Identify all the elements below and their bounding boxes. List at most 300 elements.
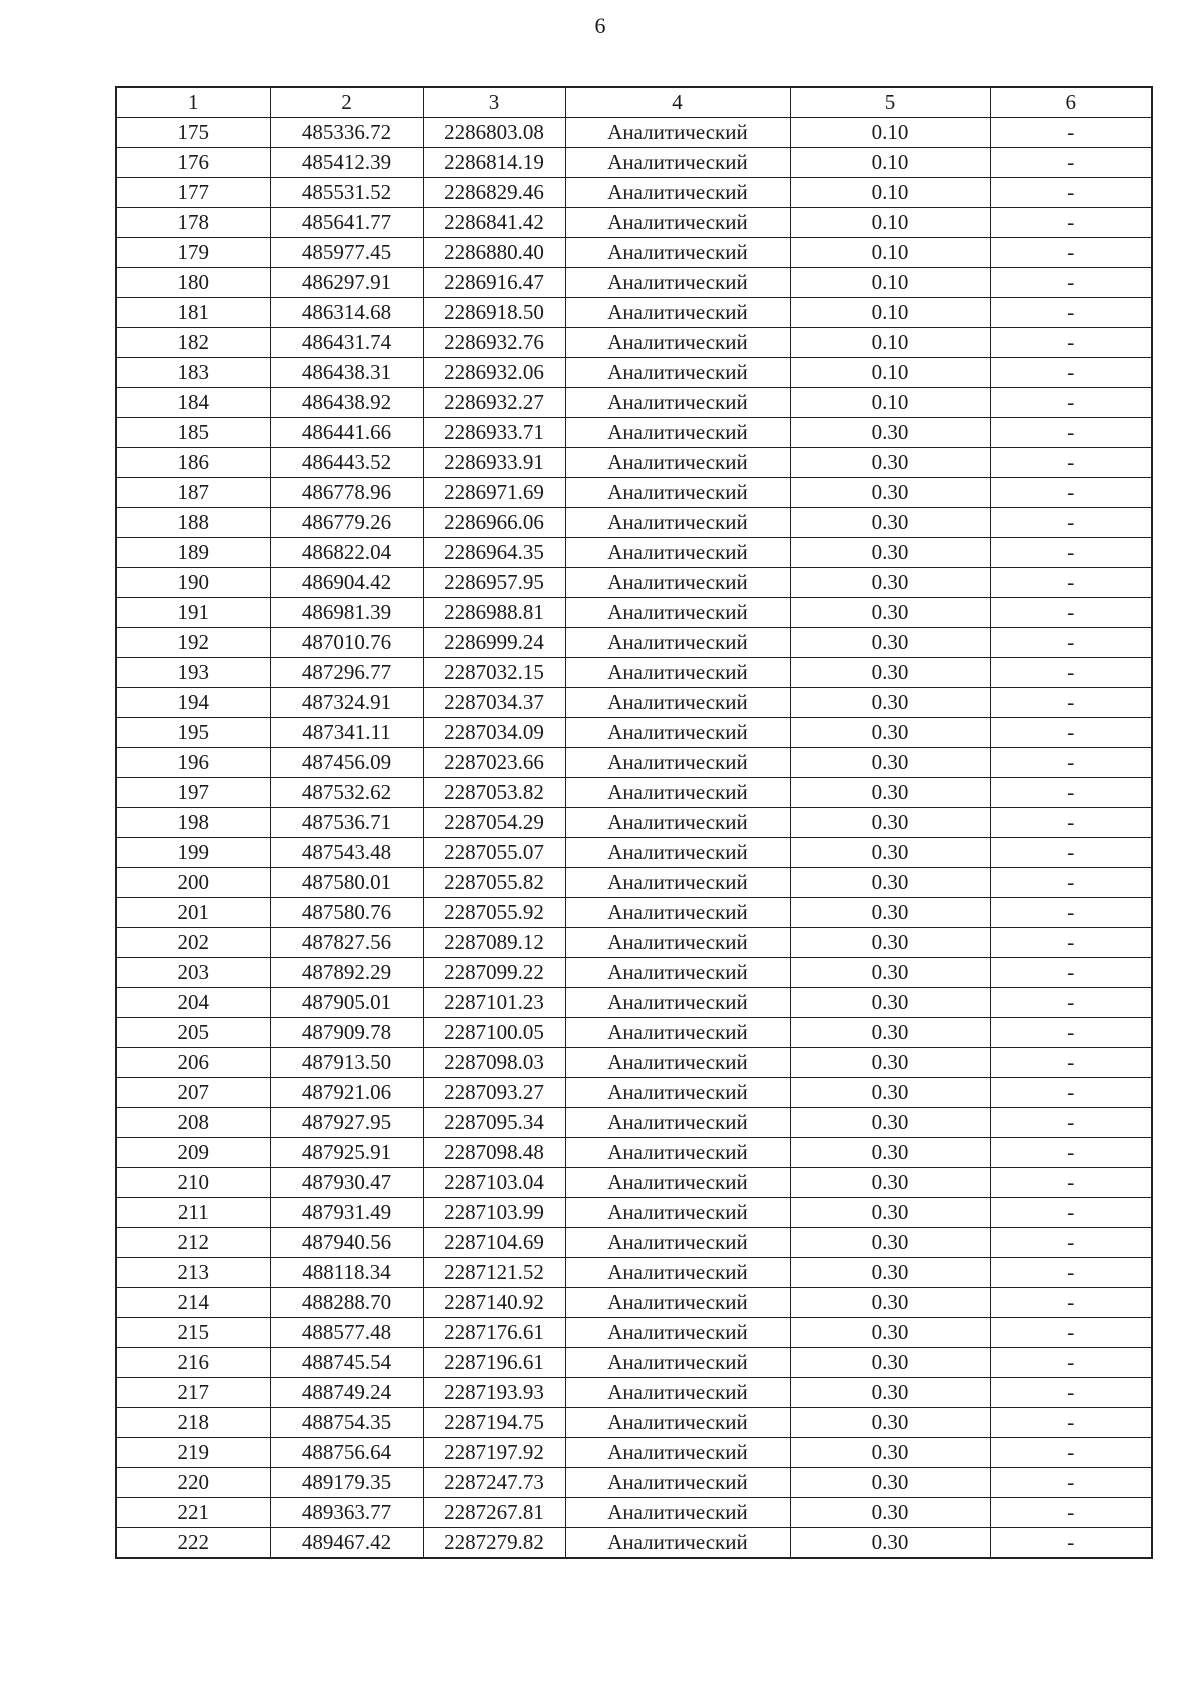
y-coordinate-cell: 2286841.42 — [423, 208, 565, 238]
x-coordinate-cell: 487532.62 — [270, 778, 423, 808]
column-header: 2 — [270, 87, 423, 118]
y-coordinate-cell: 2286932.27 — [423, 388, 565, 418]
method-cell: Аналитический — [565, 568, 790, 598]
x-coordinate-cell: 487580.76 — [270, 898, 423, 928]
accuracy-cell: 0.30 — [790, 508, 990, 538]
point-number-cell: 203 — [116, 958, 270, 988]
table-row — [116, 718, 1152, 748]
point-number-cell: 176 — [116, 148, 270, 178]
note-cell: - — [990, 688, 1152, 718]
accuracy-cell: 0.30 — [790, 1198, 990, 1228]
method-cell: Аналитический — [565, 778, 790, 808]
accuracy-cell: 0.30 — [790, 1048, 990, 1078]
accuracy-cell: 0.10 — [790, 118, 990, 148]
x-coordinate-cell: 486443.52 — [270, 448, 423, 478]
accuracy-cell: 0.30 — [790, 778, 990, 808]
x-coordinate-cell: 487931.49 — [270, 1198, 423, 1228]
x-coordinate-cell: 488749.24 — [270, 1378, 423, 1408]
table-row — [116, 1018, 1152, 1048]
method-cell: Аналитический — [565, 688, 790, 718]
point-number-cell: 222 — [116, 1528, 270, 1559]
y-coordinate-cell: 2287101.23 — [423, 988, 565, 1018]
point-number-cell: 178 — [116, 208, 270, 238]
accuracy-cell: 0.30 — [790, 748, 990, 778]
x-coordinate-cell: 486779.26 — [270, 508, 423, 538]
table-row — [116, 238, 1152, 268]
note-cell: - — [990, 358, 1152, 388]
point-number-cell: 199 — [116, 838, 270, 868]
point-number-cell: 194 — [116, 688, 270, 718]
x-coordinate-cell: 485641.77 — [270, 208, 423, 238]
y-coordinate-cell: 2287034.09 — [423, 718, 565, 748]
point-number-cell: 179 — [116, 238, 270, 268]
method-cell: Аналитический — [565, 1438, 790, 1468]
accuracy-cell: 0.30 — [790, 1438, 990, 1468]
table-row — [116, 658, 1152, 688]
method-cell: Аналитический — [565, 988, 790, 1018]
point-number-cell: 193 — [116, 658, 270, 688]
header-row — [116, 87, 1152, 118]
method-cell: Аналитический — [565, 1498, 790, 1528]
note-cell: - — [990, 1288, 1152, 1318]
point-number-cell: 186 — [116, 448, 270, 478]
y-coordinate-cell: 2287121.52 — [423, 1258, 565, 1288]
point-number-cell: 215 — [116, 1318, 270, 1348]
note-cell: - — [990, 1198, 1152, 1228]
x-coordinate-cell: 488756.64 — [270, 1438, 423, 1468]
method-cell: Аналитический — [565, 1168, 790, 1198]
note-cell: - — [990, 868, 1152, 898]
table-row — [116, 388, 1152, 418]
x-coordinate-cell: 487341.11 — [270, 718, 423, 748]
note-cell: - — [990, 898, 1152, 928]
x-coordinate-cell: 487892.29 — [270, 958, 423, 988]
method-cell: Аналитический — [565, 388, 790, 418]
x-coordinate-cell: 485531.52 — [270, 178, 423, 208]
y-coordinate-cell: 2286933.71 — [423, 418, 565, 448]
x-coordinate-cell: 489467.42 — [270, 1528, 423, 1559]
table-row — [116, 298, 1152, 328]
accuracy-cell: 0.30 — [790, 688, 990, 718]
table-row — [116, 1048, 1152, 1078]
accuracy-cell: 0.30 — [790, 1018, 990, 1048]
point-number-cell: 175 — [116, 118, 270, 148]
point-number-cell: 205 — [116, 1018, 270, 1048]
table-body — [116, 118, 1152, 1559]
x-coordinate-cell: 486438.92 — [270, 388, 423, 418]
x-coordinate-cell: 489179.35 — [270, 1468, 423, 1498]
y-coordinate-cell: 2286918.50 — [423, 298, 565, 328]
y-coordinate-cell: 2287104.69 — [423, 1228, 565, 1258]
page-number: 6 — [594, 13, 606, 38]
y-coordinate-cell: 2287099.22 — [423, 958, 565, 988]
x-coordinate-cell: 485336.72 — [270, 118, 423, 148]
y-coordinate-cell: 2287093.27 — [423, 1078, 565, 1108]
point-number-cell: 185 — [116, 418, 270, 448]
point-number-cell: 219 — [116, 1438, 270, 1468]
table-row — [116, 1438, 1152, 1468]
accuracy-cell: 0.30 — [790, 988, 990, 1018]
note-cell: - — [990, 1438, 1152, 1468]
accuracy-cell: 0.30 — [790, 838, 990, 868]
accuracy-cell: 0.10 — [790, 178, 990, 208]
table-row — [116, 478, 1152, 508]
accuracy-cell: 0.30 — [790, 1498, 990, 1528]
accuracy-cell: 0.30 — [790, 1528, 990, 1559]
point-number-cell: 214 — [116, 1288, 270, 1318]
method-cell: Аналитический — [565, 208, 790, 238]
column-header: 6 — [990, 87, 1152, 118]
accuracy-cell: 0.10 — [790, 388, 990, 418]
x-coordinate-cell: 486981.39 — [270, 598, 423, 628]
method-cell: Аналитический — [565, 1408, 790, 1438]
table-row — [116, 1228, 1152, 1258]
accuracy-cell: 0.30 — [790, 598, 990, 628]
accuracy-cell: 0.30 — [790, 1318, 990, 1348]
note-cell: - — [990, 988, 1152, 1018]
y-coordinate-cell: 2287100.05 — [423, 1018, 565, 1048]
method-cell: Аналитический — [565, 508, 790, 538]
y-coordinate-cell: 2286957.95 — [423, 568, 565, 598]
accuracy-cell: 0.30 — [790, 448, 990, 478]
y-coordinate-cell: 2287054.29 — [423, 808, 565, 838]
method-cell: Аналитический — [565, 358, 790, 388]
accuracy-cell: 0.30 — [790, 1408, 990, 1438]
point-number-cell: 218 — [116, 1408, 270, 1438]
table-row — [116, 688, 1152, 718]
method-cell: Аналитический — [565, 598, 790, 628]
point-number-cell: 200 — [116, 868, 270, 898]
y-coordinate-cell: 2287098.48 — [423, 1138, 565, 1168]
accuracy-cell: 0.30 — [790, 538, 990, 568]
y-coordinate-cell: 2287053.82 — [423, 778, 565, 808]
y-coordinate-cell: 2286916.47 — [423, 268, 565, 298]
method-cell: Аналитический — [565, 1348, 790, 1378]
note-cell: - — [990, 1168, 1152, 1198]
accuracy-cell: 0.30 — [790, 868, 990, 898]
y-coordinate-cell: 2286803.08 — [423, 118, 565, 148]
x-coordinate-cell: 486904.42 — [270, 568, 423, 598]
y-coordinate-cell: 2287197.92 — [423, 1438, 565, 1468]
note-cell: - — [990, 1468, 1152, 1498]
x-coordinate-cell: 487010.76 — [270, 628, 423, 658]
accuracy-cell: 0.30 — [790, 1078, 990, 1108]
note-cell: - — [990, 778, 1152, 808]
table-row — [116, 808, 1152, 838]
point-number-cell: 207 — [116, 1078, 270, 1108]
point-number-cell: 189 — [116, 538, 270, 568]
method-cell: Аналитический — [565, 868, 790, 898]
table-row — [116, 358, 1152, 388]
x-coordinate-cell: 488745.54 — [270, 1348, 423, 1378]
y-coordinate-cell: 2287055.92 — [423, 898, 565, 928]
accuracy-cell: 0.10 — [790, 328, 990, 358]
point-number-cell: 197 — [116, 778, 270, 808]
x-coordinate-cell: 488577.48 — [270, 1318, 423, 1348]
table-row — [116, 178, 1152, 208]
method-cell: Аналитический — [565, 658, 790, 688]
x-coordinate-cell: 487827.56 — [270, 928, 423, 958]
method-cell: Аналитический — [565, 1048, 790, 1078]
accuracy-cell: 0.10 — [790, 238, 990, 268]
x-coordinate-cell: 486314.68 — [270, 298, 423, 328]
method-cell: Аналитический — [565, 1288, 790, 1318]
column-header: 3 — [423, 87, 565, 118]
y-coordinate-cell: 2287193.93 — [423, 1378, 565, 1408]
note-cell: - — [990, 1108, 1152, 1138]
method-cell: Аналитический — [565, 1258, 790, 1288]
note-cell: - — [990, 148, 1152, 178]
note-cell: - — [990, 718, 1152, 748]
x-coordinate-cell: 487324.91 — [270, 688, 423, 718]
table-row — [116, 1408, 1152, 1438]
y-coordinate-cell: 2286814.19 — [423, 148, 565, 178]
table-row — [116, 868, 1152, 898]
accuracy-cell: 0.30 — [790, 1168, 990, 1198]
note-cell: - — [990, 118, 1152, 148]
point-number-cell: 180 — [116, 268, 270, 298]
point-number-cell: 192 — [116, 628, 270, 658]
y-coordinate-cell: 2287034.37 — [423, 688, 565, 718]
x-coordinate-cell: 487456.09 — [270, 748, 423, 778]
note-cell: - — [990, 388, 1152, 418]
x-coordinate-cell: 486822.04 — [270, 538, 423, 568]
accuracy-cell: 0.10 — [790, 208, 990, 238]
table-row — [116, 1348, 1152, 1378]
y-coordinate-cell: 2287095.34 — [423, 1108, 565, 1138]
table-row — [116, 1318, 1152, 1348]
y-coordinate-cell: 2286999.24 — [423, 628, 565, 658]
y-coordinate-cell: 2287023.66 — [423, 748, 565, 778]
point-number-cell: 216 — [116, 1348, 270, 1378]
x-coordinate-cell: 487930.47 — [270, 1168, 423, 1198]
method-cell: Аналитический — [565, 718, 790, 748]
note-cell: - — [990, 958, 1152, 988]
x-coordinate-cell: 485412.39 — [270, 148, 423, 178]
y-coordinate-cell: 2286880.40 — [423, 238, 565, 268]
method-cell: Аналитический — [565, 328, 790, 358]
note-cell: - — [990, 1498, 1152, 1528]
y-coordinate-cell: 2286932.76 — [423, 328, 565, 358]
point-number-cell: 196 — [116, 748, 270, 778]
point-number-cell: 220 — [116, 1468, 270, 1498]
table-row — [116, 778, 1152, 808]
y-coordinate-cell: 2286829.46 — [423, 178, 565, 208]
note-cell: - — [990, 178, 1152, 208]
method-cell: Аналитический — [565, 928, 790, 958]
note-cell: - — [990, 418, 1152, 448]
x-coordinate-cell: 487940.56 — [270, 1228, 423, 1258]
accuracy-cell: 0.30 — [790, 478, 990, 508]
y-coordinate-cell: 2286964.35 — [423, 538, 565, 568]
note-cell: - — [990, 508, 1152, 538]
note-cell: - — [990, 658, 1152, 688]
y-coordinate-cell: 2286932.06 — [423, 358, 565, 388]
y-coordinate-cell: 2286933.91 — [423, 448, 565, 478]
accuracy-cell: 0.30 — [790, 1378, 990, 1408]
note-cell: - — [990, 1408, 1152, 1438]
x-coordinate-cell: 489363.77 — [270, 1498, 423, 1528]
point-number-cell: 204 — [116, 988, 270, 1018]
x-coordinate-cell: 485977.45 — [270, 238, 423, 268]
note-cell: - — [990, 928, 1152, 958]
method-cell: Аналитический — [565, 118, 790, 148]
point-number-cell: 213 — [116, 1258, 270, 1288]
method-cell: Аналитический — [565, 808, 790, 838]
x-coordinate-cell: 486441.66 — [270, 418, 423, 448]
accuracy-cell: 0.30 — [790, 568, 990, 598]
table-row — [116, 1078, 1152, 1108]
point-number-cell: 208 — [116, 1108, 270, 1138]
method-cell: Аналитический — [565, 1018, 790, 1048]
note-cell: - — [990, 1258, 1152, 1288]
accuracy-cell: 0.30 — [790, 958, 990, 988]
table-row — [116, 328, 1152, 358]
point-number-cell: 187 — [116, 478, 270, 508]
point-number-cell: 217 — [116, 1378, 270, 1408]
note-cell: - — [990, 538, 1152, 568]
table-row — [116, 1258, 1152, 1288]
note-cell: - — [990, 238, 1152, 268]
accuracy-cell: 0.30 — [790, 1138, 990, 1168]
y-coordinate-cell: 2287098.03 — [423, 1048, 565, 1078]
table-row — [116, 1288, 1152, 1318]
table-row — [116, 748, 1152, 778]
y-coordinate-cell: 2287140.92 — [423, 1288, 565, 1318]
point-number-cell: 181 — [116, 298, 270, 328]
y-coordinate-cell: 2287103.04 — [423, 1168, 565, 1198]
table-row — [116, 148, 1152, 178]
table-row — [116, 1198, 1152, 1228]
accuracy-cell: 0.10 — [790, 298, 990, 328]
note-cell: - — [990, 748, 1152, 778]
table-row — [116, 1108, 1152, 1138]
point-number-cell: 221 — [116, 1498, 270, 1528]
table-row — [116, 1528, 1152, 1559]
x-coordinate-cell: 486438.31 — [270, 358, 423, 388]
accuracy-cell: 0.10 — [790, 148, 990, 178]
x-coordinate-cell: 487296.77 — [270, 658, 423, 688]
accuracy-cell: 0.30 — [790, 658, 990, 688]
note-cell: - — [990, 448, 1152, 478]
method-cell: Аналитический — [565, 838, 790, 868]
method-cell: Аналитический — [565, 1078, 790, 1108]
x-coordinate-cell: 487909.78 — [270, 1018, 423, 1048]
point-number-cell: 198 — [116, 808, 270, 838]
table-row — [116, 1468, 1152, 1498]
note-cell: - — [990, 1228, 1152, 1258]
note-cell: - — [990, 1528, 1152, 1559]
method-cell: Аналитический — [565, 478, 790, 508]
note-cell: - — [990, 808, 1152, 838]
accuracy-cell: 0.30 — [790, 1288, 990, 1318]
column-header: 4 — [565, 87, 790, 118]
method-cell: Аналитический — [565, 1228, 790, 1258]
table-row — [116, 448, 1152, 478]
method-cell: Аналитический — [565, 1318, 790, 1348]
method-cell: Аналитический — [565, 898, 790, 928]
y-coordinate-cell: 2287247.73 — [423, 1468, 565, 1498]
point-number-cell: 184 — [116, 388, 270, 418]
accuracy-cell: 0.10 — [790, 358, 990, 388]
note-cell: - — [990, 838, 1152, 868]
table-row — [116, 118, 1152, 148]
column-header: 1 — [116, 87, 270, 118]
x-coordinate-cell: 487905.01 — [270, 988, 423, 1018]
coordinates-table — [115, 86, 1153, 1559]
note-cell: - — [990, 598, 1152, 628]
y-coordinate-cell: 2287089.12 — [423, 928, 565, 958]
table-row — [116, 268, 1152, 298]
y-coordinate-cell: 2287103.99 — [423, 1198, 565, 1228]
table-row — [116, 1498, 1152, 1528]
y-coordinate-cell: 2286988.81 — [423, 598, 565, 628]
table-header — [116, 87, 1152, 118]
y-coordinate-cell: 2287176.61 — [423, 1318, 565, 1348]
point-number-cell: 183 — [116, 358, 270, 388]
table-row — [116, 508, 1152, 538]
table-row — [116, 628, 1152, 658]
x-coordinate-cell: 487543.48 — [270, 838, 423, 868]
method-cell: Аналитический — [565, 958, 790, 988]
note-cell: - — [990, 298, 1152, 328]
method-cell: Аналитический — [565, 1138, 790, 1168]
note-cell: - — [990, 1378, 1152, 1408]
accuracy-cell: 0.10 — [790, 268, 990, 298]
method-cell: Аналитический — [565, 1528, 790, 1559]
note-cell: - — [990, 1048, 1152, 1078]
accuracy-cell: 0.30 — [790, 898, 990, 928]
point-number-cell: 188 — [116, 508, 270, 538]
point-number-cell: 191 — [116, 598, 270, 628]
note-cell: - — [990, 1138, 1152, 1168]
note-cell: - — [990, 328, 1152, 358]
method-cell: Аналитический — [565, 418, 790, 448]
table-row — [116, 418, 1152, 448]
x-coordinate-cell: 487921.06 — [270, 1078, 423, 1108]
table-row — [116, 898, 1152, 928]
point-number-cell: 190 — [116, 568, 270, 598]
y-coordinate-cell: 2287032.15 — [423, 658, 565, 688]
point-number-cell: 206 — [116, 1048, 270, 1078]
y-coordinate-cell: 2286971.69 — [423, 478, 565, 508]
accuracy-cell: 0.30 — [790, 1108, 990, 1138]
x-coordinate-cell: 487913.50 — [270, 1048, 423, 1078]
method-cell: Аналитический — [565, 628, 790, 658]
note-cell: - — [990, 628, 1152, 658]
method-cell: Аналитический — [565, 1378, 790, 1408]
y-coordinate-cell: 2287055.82 — [423, 868, 565, 898]
table-row — [116, 838, 1152, 868]
note-cell: - — [990, 208, 1152, 238]
accuracy-cell: 0.30 — [790, 1258, 990, 1288]
table-row — [116, 208, 1152, 238]
method-cell: Аналитический — [565, 748, 790, 778]
method-cell: Аналитический — [565, 148, 790, 178]
y-coordinate-cell: 2287194.75 — [423, 1408, 565, 1438]
note-cell: - — [990, 1078, 1152, 1108]
note-cell: - — [990, 1318, 1152, 1348]
table-row — [116, 598, 1152, 628]
accuracy-cell: 0.30 — [790, 808, 990, 838]
point-number-cell: 212 — [116, 1228, 270, 1258]
x-coordinate-cell: 487925.91 — [270, 1138, 423, 1168]
accuracy-cell: 0.30 — [790, 628, 990, 658]
note-cell: - — [990, 1348, 1152, 1378]
table-row — [116, 538, 1152, 568]
accuracy-cell: 0.30 — [790, 718, 990, 748]
x-coordinate-cell: 488288.70 — [270, 1288, 423, 1318]
